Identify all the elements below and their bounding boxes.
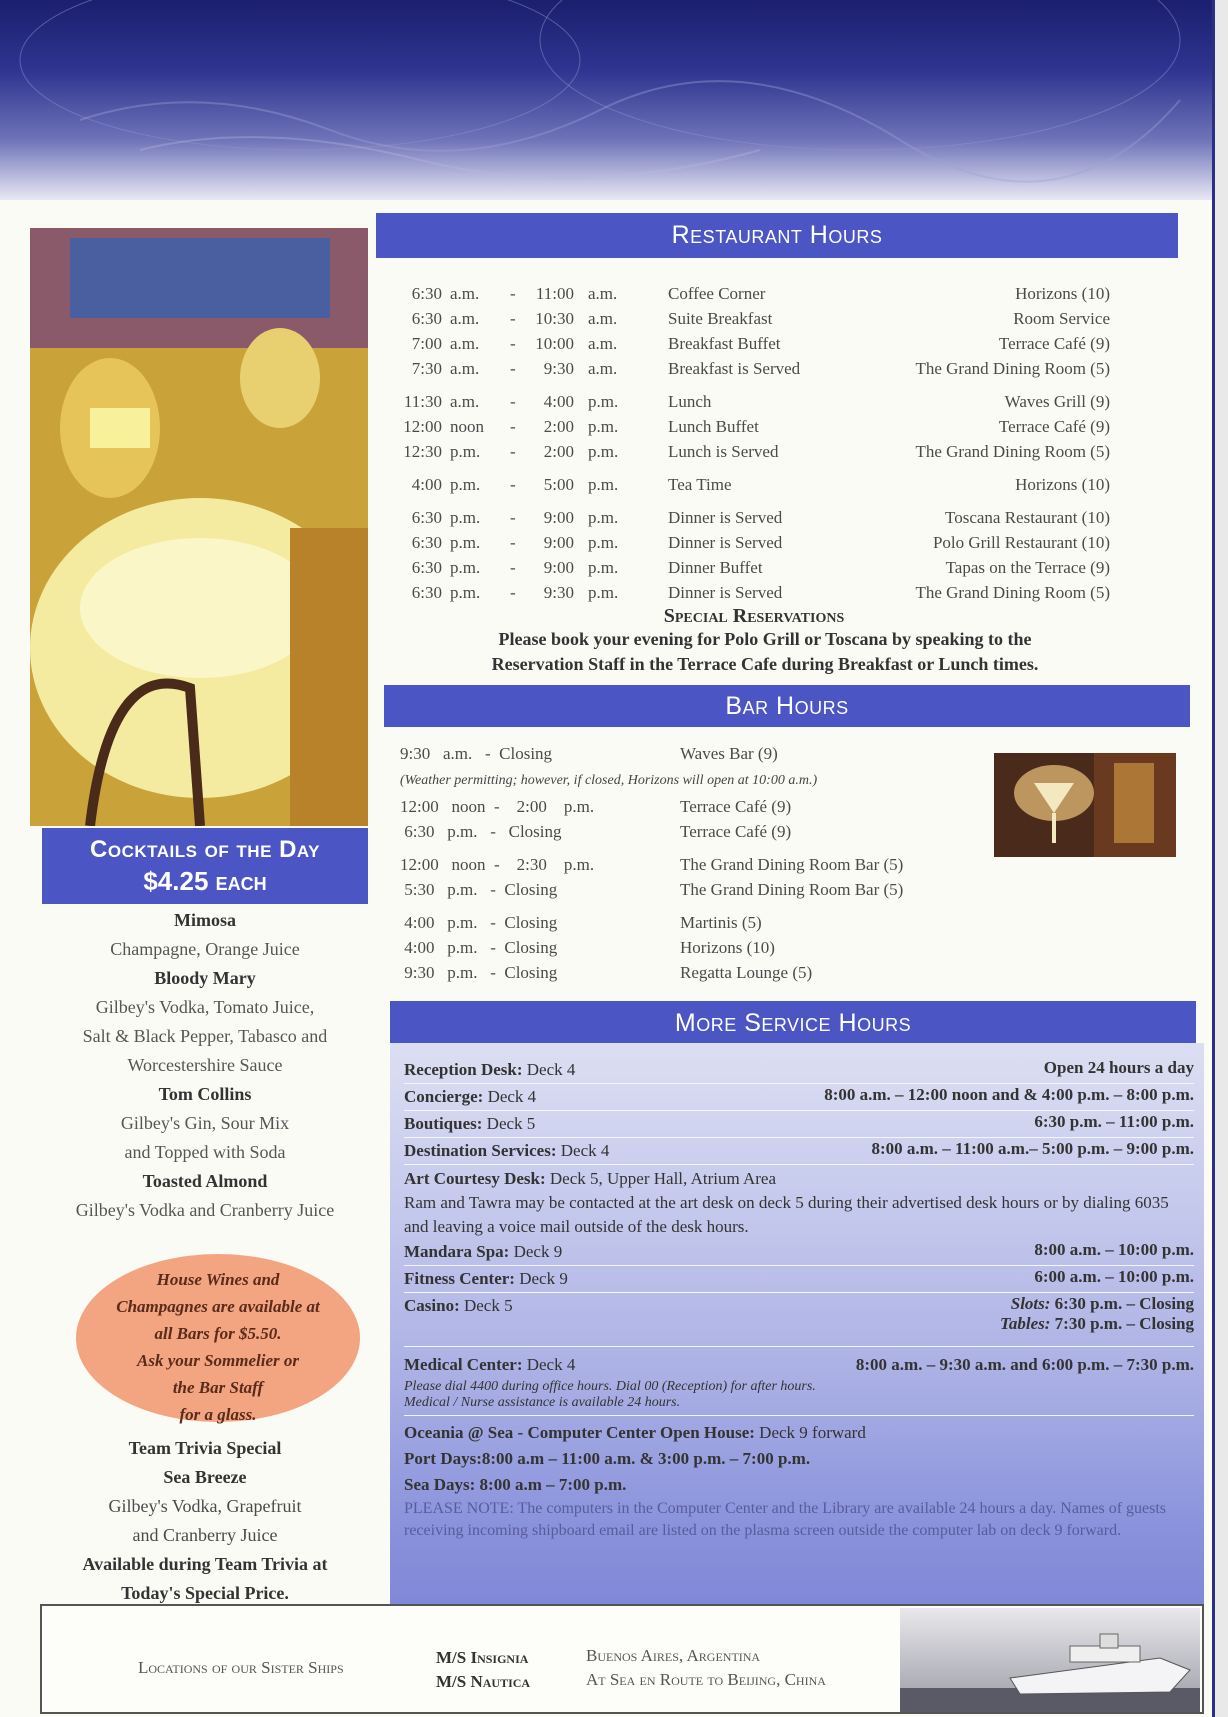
meal-name: Breakfast Buffet: [668, 334, 781, 353]
service-hours: 6:30 p.m. – 11:00 p.m.: [1034, 1112, 1194, 1131]
start-ampm: p.m.: [450, 558, 481, 577]
service-label: Reception Desk:: [404, 1060, 523, 1079]
start-time: 11:30: [403, 392, 442, 411]
restaurant-row: [398, 334, 1110, 359]
bar-place: Terrace Café (9): [680, 797, 792, 816]
meal-location: Terrace Café (9): [998, 334, 1110, 353]
dash: -: [510, 309, 516, 328]
meal-name: Dinner is Served: [668, 508, 783, 527]
meal-name: Breakfast is Served: [668, 359, 801, 378]
meal-location: Horizons (10): [1015, 284, 1110, 303]
wine-note-line: Ask your Sommelier or: [137, 1351, 299, 1370]
end-time: 4:00: [543, 392, 574, 411]
end-ampm: p.m.: [588, 417, 619, 436]
meal-location: The Grand Dining Room (5): [915, 583, 1110, 602]
martini-bar-photo: [994, 753, 1176, 857]
port-days: Port Days:8:00 a.m – 11:00 a.m. & 3:00 p.m. – 7:00 p.m.: [404, 1449, 811, 1468]
dash: -: [510, 475, 516, 494]
end-time: 11:00: [535, 284, 574, 303]
group-gap: [398, 500, 1110, 508]
start-ampm: p.m.: [450, 533, 481, 552]
start-time: 7:30: [411, 359, 442, 378]
medical-note: Medical / Nurse assistance is available 24 hours.: [404, 1395, 681, 1410]
service-hours: Open 24 hours a day: [1043, 1058, 1194, 1077]
dash: -: [510, 558, 516, 577]
service-label: Medical Center:: [404, 1355, 523, 1374]
meal-location: Polo Grill Restaurant (10): [932, 533, 1110, 552]
bar-place: The Grand Dining Room Bar (5): [680, 855, 904, 874]
bar-row: [400, 938, 960, 963]
cocktail-item: [42, 964, 368, 1080]
dining-room-photo: [30, 228, 368, 826]
end-time: 9:30: [543, 359, 574, 378]
special-reservations-line: Reservation Staff in the Terrace Cafe during Breakfast or Lunch times.: [491, 654, 1039, 674]
cocktail-desc: Gilbey's Gin, Sour Mix: [120, 1113, 290, 1133]
service-deck: Deck 4: [526, 1060, 576, 1079]
wine-note-line: House Wines and: [156, 1270, 280, 1289]
meal-name: Dinner is Served: [668, 533, 783, 552]
meal-name: Dinner is Served: [668, 583, 783, 602]
start-ampm: a.m.: [450, 309, 480, 328]
service-hours: 8:00 a.m. – 9:30 a.m. and 6:00 p.m. – 7:30 p.m.: [855, 1355, 1194, 1374]
service-hours: 8:00 a.m. – 12:00 noon and & 4:00 p.m. – 8:00 p.m.: [824, 1085, 1194, 1104]
meal-name: Lunch Buffet: [668, 417, 759, 436]
casino-slots-hours: 6:30 p.m. – Closing: [1054, 1294, 1194, 1313]
meal-name: Dinner Buffet: [668, 558, 763, 577]
end-ampm: p.m.: [588, 583, 619, 602]
bar-place: Regatta Lounge (5): [680, 963, 813, 982]
ship-name: M/S Nautica: [436, 1672, 531, 1691]
bar-place: Waves Bar (9): [680, 744, 778, 763]
wine-note-line: the Bar Staff: [172, 1378, 264, 1397]
end-ampm: p.m.: [588, 392, 619, 411]
end-ampm: p.m.: [588, 442, 619, 461]
trivia-desc: and Cranberry Juice: [132, 1525, 278, 1545]
service-hours-header: More Service Hours: [390, 1001, 1196, 1045]
service-row: [404, 1057, 1194, 1084]
trivia-special: [42, 1434, 368, 1608]
cocktail-item: [42, 1167, 368, 1225]
group-gap: [398, 467, 1110, 475]
sister-ships-footer: [40, 1604, 1204, 1714]
cocktail-desc: Gilbey's Vodka, Tomato Juice,: [95, 997, 315, 1017]
end-ampm: a.m.: [588, 334, 618, 353]
restaurant-row: [398, 533, 1110, 558]
cocktail-list: [42, 906, 368, 1225]
end-time: 10:30: [535, 309, 574, 328]
end-ampm: p.m.: [588, 475, 619, 494]
computer-note: PLEASE NOTE: The computers in the Computer Center and the Library are available 24 hours a day. Names of guests receiving incoming shipboard email are listed on the plasma screen outside the computer lab on deck 9 forward.: [404, 1500, 1167, 1539]
start-ampm: p.m.: [450, 508, 481, 527]
cocktail-desc: and Topped with Soda: [124, 1142, 286, 1162]
bar-groups: [400, 797, 960, 988]
cocktails-title: Cocktails of the Day: [90, 836, 320, 863]
service-deck: Deck 4: [560, 1141, 610, 1160]
cocktail-desc: Gilbey's Vodka and Cranberry Juice: [75, 1200, 335, 1220]
restaurant-hours-header: Restaurant Hours: [376, 213, 1178, 258]
start-ampm: a.m.: [450, 334, 480, 353]
cruise-ship-image: [900, 1608, 1200, 1712]
bar-row: [400, 913, 960, 938]
end-ampm: p.m.: [588, 558, 619, 577]
bar-place: The Grand Dining Room Bar (5): [680, 880, 904, 899]
service-row: [404, 1266, 1194, 1293]
cocktail-name: Toasted Almond: [142, 1171, 268, 1191]
end-ampm: a.m.: [588, 309, 618, 328]
restaurant-row: [398, 475, 1110, 500]
restaurant-row: [398, 309, 1110, 334]
wine-note-line: for a glass.: [179, 1405, 257, 1424]
computer-center: [404, 1416, 1194, 1542]
meal-name: Suite Breakfast: [668, 309, 773, 328]
meal-location: Toscana Restaurant (10): [945, 508, 1110, 527]
ship-location: At Sea en Route to Beijing, China: [586, 1670, 826, 1689]
bar-time: 12:00 noon - 2:00 p.m.: [400, 797, 595, 816]
cocktail-item: [42, 1080, 368, 1167]
bar-row: [400, 797, 960, 822]
restaurant-row: [398, 392, 1110, 417]
end-ampm: a.m.: [588, 359, 618, 378]
art-location: Deck 5, Upper Hall, Atrium Area: [549, 1169, 777, 1188]
end-ampm: p.m.: [588, 533, 619, 552]
special-reservations-text: [420, 627, 1110, 677]
start-time: 6:30: [411, 508, 442, 527]
end-ampm: a.m.: [588, 284, 618, 303]
start-time: 4:00: [411, 475, 442, 494]
meal-location: The Grand Dining Room (5): [915, 442, 1110, 461]
start-ampm: a.m.: [450, 392, 480, 411]
medical-note: Please dial 4400 during office hours. Dial 00 (Reception) for after hours.: [404, 1379, 816, 1394]
casino-slots-label: Slots:: [1010, 1294, 1051, 1313]
medical-center: [404, 1347, 1194, 1416]
cocktails-header: [42, 828, 368, 904]
start-time: 12:00: [403, 417, 442, 436]
restaurant-row: [398, 442, 1110, 467]
group-gap: [398, 384, 1110, 392]
casino-tables-label: Tables:: [1000, 1314, 1051, 1333]
start-time: 6:30: [411, 309, 442, 328]
start-time: 6:30: [411, 558, 442, 577]
service-hours: 8:00 a.m. – 11:00 a.m.– 5:00 p.m. – 9:00 p.m.: [871, 1139, 1194, 1158]
service-label: Mandara Spa:: [404, 1242, 510, 1261]
cocktail-item: [42, 906, 368, 964]
service-row: [404, 1111, 1194, 1138]
service-row: [404, 1239, 1194, 1266]
end-time: 9:30: [543, 583, 574, 602]
service-row: [404, 1084, 1194, 1111]
trivia-name: Sea Breeze: [163, 1467, 247, 1487]
dash: -: [510, 583, 516, 602]
group-gap: [400, 905, 960, 913]
end-time: 9:00: [543, 533, 574, 552]
dash: -: [510, 417, 516, 436]
dash: -: [510, 442, 516, 461]
trivia-avail: Today's Special Price.: [121, 1583, 289, 1603]
end-time: 9:00: [543, 558, 574, 577]
cocktails-price: $4.25 each: [143, 866, 267, 896]
art-text: Ram and Tawra may be contacted at the art desk on deck 5 during their advertised desk hours or by dialing 6035 and leaving a voice mail outside of the desk hours.: [404, 1193, 1169, 1236]
start-ampm: p.m.: [450, 583, 481, 602]
meal-location: Waves Grill (9): [1004, 392, 1110, 411]
casino-row: [404, 1293, 1194, 1347]
bar-place: Martinis (5): [680, 913, 762, 932]
end-time: 2:00: [543, 417, 574, 436]
meal-location: Tapas on the Terrace (9): [945, 558, 1110, 577]
meal-location: Room Service: [1013, 309, 1110, 328]
bar-row: [400, 822, 960, 847]
restaurant-row: [398, 359, 1110, 384]
art-desk: [404, 1165, 1194, 1239]
cocktail-name: Bloody Mary: [154, 968, 256, 988]
start-ampm: a.m.: [450, 284, 480, 303]
top-banner: [0, 0, 1212, 200]
weather-note: (Weather permitting; however, if closed, Horizons will open at 10:00 a.m.): [400, 773, 818, 788]
special-reservations-line: Please book your evening for Polo Grill or Toscana by speaking to the: [498, 629, 1032, 649]
end-time: 5:00: [543, 475, 574, 494]
footer-label: Locations of our Sister Ships: [138, 1658, 344, 1677]
bar-place: Horizons (10): [680, 938, 775, 957]
service-label: Destination Services:: [404, 1141, 557, 1160]
world-map-decoration: [0, 0, 1212, 200]
meal-name: Lunch is Served: [668, 442, 779, 461]
meal-location: Terrace Café (9): [998, 417, 1110, 436]
trivia-desc: Gilbey's Vodka, Grapefruit: [108, 1496, 302, 1516]
bar-time: 4:00 p.m. - Closing: [400, 913, 558, 932]
dash: -: [510, 359, 516, 378]
meal-name: Lunch: [668, 392, 712, 411]
start-time: 6:30: [411, 583, 442, 602]
dash: -: [510, 284, 516, 303]
dash: -: [510, 334, 516, 353]
ship-location: Buenos Aires, Argentina: [586, 1646, 761, 1665]
end-ampm: p.m.: [588, 508, 619, 527]
restaurant-row: [398, 284, 1110, 309]
bar-hours-header: Bar Hours: [384, 685, 1190, 727]
service-hours-panel: [390, 1043, 1204, 1611]
service-deck: Deck 5: [486, 1114, 536, 1133]
cocktail-desc: Worcestershire Sauce: [127, 1055, 283, 1075]
meal-location: The Grand Dining Room (5): [915, 359, 1110, 378]
bar-place: Terrace Café (9): [680, 822, 792, 841]
service-hours: 6:00 a.m. – 10:00 p.m.: [1034, 1267, 1194, 1286]
service-row: [404, 1138, 1194, 1165]
cocktail-name: Mimosa: [174, 910, 236, 930]
start-ampm: noon: [450, 417, 484, 436]
service-deck: Deck 5: [463, 1296, 513, 1315]
dash: -: [510, 508, 516, 527]
bar-row: [400, 744, 960, 769]
service-label: Fitness Center:: [404, 1269, 515, 1288]
start-time: 6:30: [411, 533, 442, 552]
end-time: 10:00: [535, 334, 574, 353]
bar-time: 5:30 p.m. - Closing: [400, 880, 558, 899]
trivia-title: Team Trivia Special: [128, 1438, 282, 1458]
start-time: 12:30: [403, 442, 442, 461]
service-label: Oceania @ Sea - Computer Center Open House:: [404, 1423, 755, 1442]
cocktail-desc: Salt & Black Pepper, Tabasco and: [82, 1026, 328, 1046]
cocktail-desc: Champagne, Orange Juice: [110, 939, 300, 959]
service-deck: Deck 9: [513, 1242, 563, 1261]
start-ampm: a.m.: [450, 359, 480, 378]
service-label: Casino:: [404, 1296, 460, 1315]
dash: -: [510, 392, 516, 411]
page-edge: [1212, 0, 1228, 1717]
bar-time: 9:30 p.m. - Closing: [400, 963, 558, 982]
service-label: Art Courtesy Desk:: [404, 1169, 546, 1188]
trivia-avail: Available during Team Trivia at: [82, 1554, 328, 1574]
sea-days: Sea Days: 8:00 a.m – 7:00 p.m.: [404, 1475, 627, 1494]
bar-time: 6:30 p.m. - Closing: [400, 822, 562, 841]
meal-name: Coffee Corner: [668, 284, 766, 303]
bar-time: 4:00 p.m. - Closing: [400, 938, 558, 957]
service-label: Concierge:: [404, 1087, 484, 1106]
meal-name: Tea Time: [668, 475, 732, 494]
bar-row: [400, 963, 960, 988]
service-deck: Deck 4: [526, 1355, 576, 1374]
restaurant-hours-table: [398, 284, 1110, 608]
service-deck: Deck 9 forward: [759, 1423, 866, 1442]
dash: -: [510, 533, 516, 552]
bar-row: [400, 855, 960, 880]
special-reservations-title: Special Reservations: [663, 605, 845, 627]
bar-hours-table: [400, 744, 960, 988]
wine-note-line: Champagnes are available at: [116, 1297, 320, 1316]
bar-time: 12:00 noon - 2:30 p.m.: [400, 855, 595, 874]
group-gap: [400, 847, 960, 855]
wine-note-line: all Bars for $5.50.: [154, 1324, 282, 1343]
restaurant-row: [398, 508, 1110, 533]
restaurant-row: [398, 417, 1110, 442]
start-time: 6:30: [411, 284, 442, 303]
bar-time: 9:30 a.m. - Closing: [400, 744, 553, 763]
start-ampm: p.m.: [450, 442, 481, 461]
bar-row: [400, 880, 960, 905]
cocktail-name: Tom Collins: [158, 1084, 252, 1104]
house-wines-oval: [76, 1254, 360, 1422]
service-deck: Deck 9: [519, 1269, 568, 1288]
ship-name: M/S Insignia: [436, 1648, 529, 1667]
service-label: Boutiques:: [404, 1114, 483, 1133]
casino-tables-hours: 7:30 p.m. – Closing: [1054, 1314, 1194, 1333]
start-time: 7:00: [411, 334, 442, 353]
service-hours: 8:00 a.m. – 10:00 p.m.: [1034, 1240, 1194, 1259]
end-time: 2:00: [543, 442, 574, 461]
restaurant-row: [398, 558, 1110, 583]
meal-location: Horizons (10): [1015, 475, 1110, 494]
end-time: 9:00: [543, 508, 574, 527]
start-ampm: p.m.: [450, 475, 481, 494]
service-deck: Deck 4: [487, 1087, 537, 1106]
